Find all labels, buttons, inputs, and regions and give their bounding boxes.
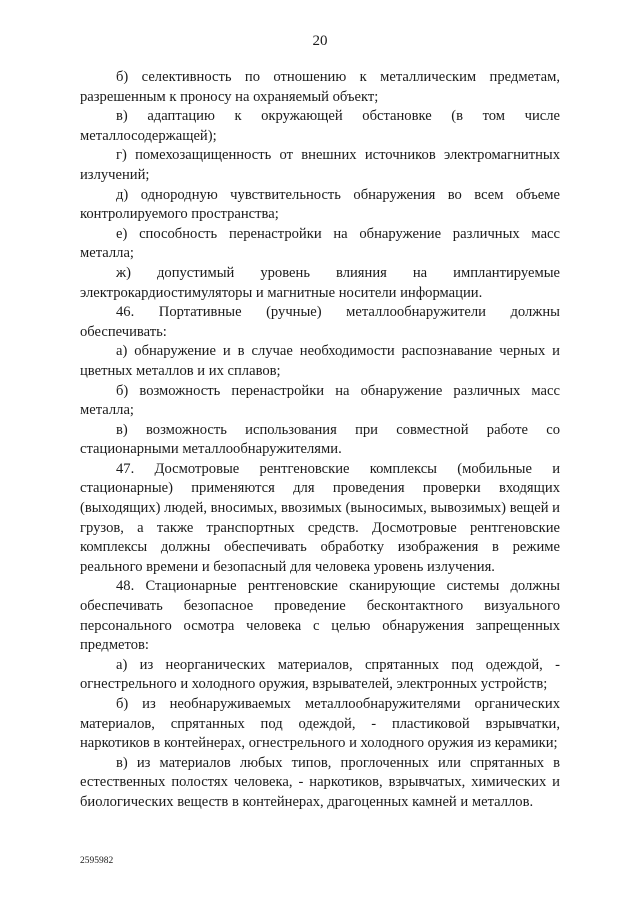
paragraph-item-b-selectivity: б) селективность по отношению к металлическим предметам, разрешенным к проносу на охраняемый объект; [80,69,560,105]
paragraph-46-item-a: а) обнаружение и в случае необходимости распознавание черных и цветных металлов и их сплавов; [80,343,560,379]
paragraph-item-g-noise-immunity: г) помехозащищенность от внешних источников электромагнитных излучений; [80,147,560,183]
paragraph-item-d-uniform-sensitivity: д) однородную чувствительность обнаружения во всем объеме контролируемого пространства; [80,186,560,223]
paragraph-48-item-v: в) из материалов любых типов, проглоченных или спрятанных в естественных полостях человека, - наркотиков, взрывчатых, химических и биологических веществ в контейнерах, драгоценных камней и металлов. [80,754,560,810]
paragraph-48-item-b: б) из необнаруживаемых металлообнаружителями органических материалов, спрятанных под одеждой, - пластиковой взрывчатки, наркотиков в контейнерах, огнестрельного и холодного оружия из керамики; [80,696,560,752]
paragraph-46-item-b: б) возможность перенастройки на обнаружение различных масс металла; [80,382,560,419]
paragraph-48-item-a: а) из неорганических материалов, спрятанных под одеждой, - огнестрельного и холодного оружия, взрывателей, электронных устройств; [80,656,560,693]
document-code: 2595982 [80,856,114,866]
paragraph-item-zh-allowed-influence: ж) допустимый уровень влияния на имплантируемые электрокардиостимуляторы и магнитные носители информации. [80,264,560,301]
paragraph-46-item-v: в) возможность использования при совместной работе со стационарными металлообнаружителями. [80,421,560,458]
paragraph-46-portable-detectors: 46. Портативные (ручные) металлообнаружители должны обеспечивать: [80,304,560,340]
paragraph-47-xray-complexes: 47. Досмотровые рентгеновские комплексы (мобильные и стационарные) применяются для проведения проверки входящих (выходящих) людей, вносимых, ввозимых (выносимых, вывозимых) вещей и грузов, а также транспортных средств. Досмотровые рентгеновские комплексы должны обеспечивать обработку изображения в режиме реального времени и безопасный для человека уровень излучения. [80,460,560,575]
paragraph-48-xray-scanning-systems: 48. Стационарные рентгеновские сканирующие системы должны обеспечивать безопасное проведение бесконтактного визуального персонального осмотра человека с целью обнаружения запрещенных предметов: [80,578,560,654]
paragraph-item-v-adaptation: в) адаптацию к окружающей обстановке (в том числе металлосодержащей); [80,108,560,144]
paragraph-item-e-retuning: е) способность перенастройки на обнаружение различных масс металла; [80,225,560,262]
document-body [80,68,560,813]
page-number: 20 [312,33,328,49]
